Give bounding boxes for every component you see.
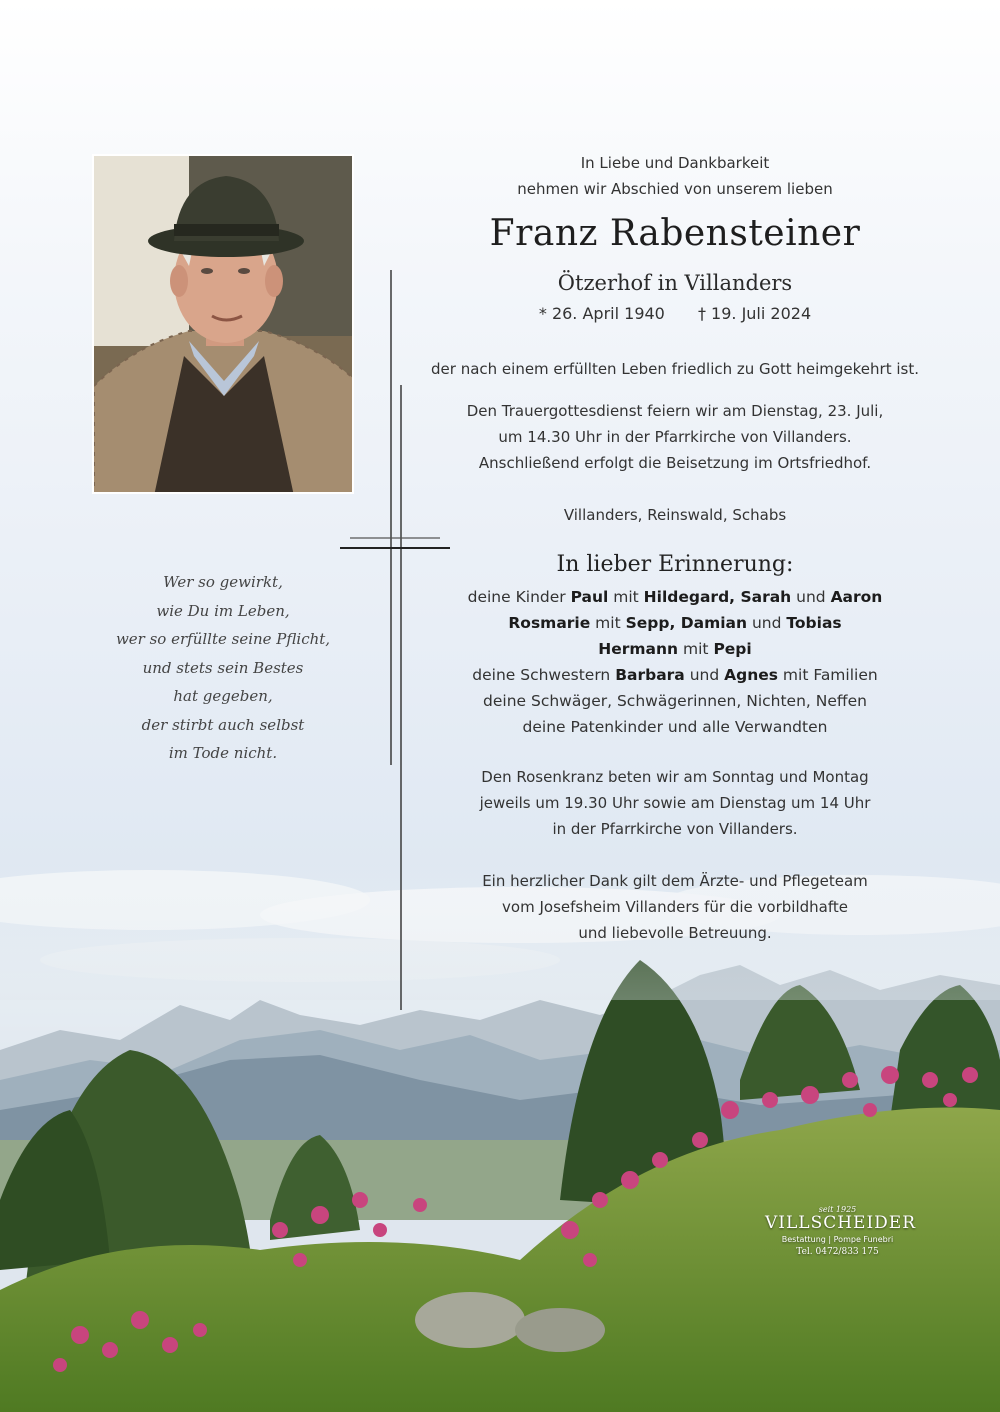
- thanks-line: vom Josefsheim Villanders für die vorbildhafte: [502, 898, 848, 916]
- message-text: [420, 356, 930, 382]
- funeral-line: um 14.30 Uhr in der Pfarrkirche von Villanders.: [498, 428, 852, 446]
- death-date: † 19. Juli 2024: [697, 304, 812, 323]
- farm-location: Ötzerhof in Villanders: [557, 271, 793, 295]
- birth-date: * 26. April 1940: [538, 304, 665, 323]
- family-line: Rosmarie mit Sepp, Damian und Tobias: [508, 614, 842, 632]
- logo-subtitle: Bestattung | Pompe Funebri: [781, 1235, 894, 1244]
- portrait-photo: [92, 154, 354, 494]
- thanks-line: Ein herzlicher Dank gilt dem Ärzte- und Pflegeteam: [482, 872, 868, 890]
- memorial-poem: [92, 568, 354, 768]
- places-text: [420, 502, 930, 528]
- logo-since: seit 1925: [818, 1205, 857, 1214]
- funeral-info: [420, 398, 930, 476]
- intro-line: nehmen wir Abschied von unserem lieben: [517, 180, 833, 198]
- family-line: deine Kinder Paul mit Hildegard, Sarah und Aaron: [467, 588, 883, 606]
- poem-line: im Tode nicht.: [168, 744, 278, 762]
- life-dates: [420, 304, 930, 323]
- funeral-line: Den Trauergottesdienst feiern wir am Dienstag, 23. Juli,: [466, 402, 884, 420]
- intro-text: [420, 150, 930, 202]
- rosary-info: [420, 764, 930, 842]
- family-line: deine Schwäger, Schwägerinnen, Nichten, Neffen: [483, 692, 867, 710]
- poem-line: hat gegeben,: [173, 687, 273, 705]
- message-line: der nach einem erfüllten Leben friedlich zu Gott heimgekehrt ist.: [431, 360, 919, 378]
- rosary-line: Den Rosenkranz beten wir am Sonntag und Montag: [481, 768, 869, 786]
- family-line: deine Patenkinder und alle Verwandten: [522, 718, 828, 736]
- deceased-name: Franz Rabensteiner: [489, 213, 861, 254]
- family-list: [420, 584, 930, 740]
- poem-line: und stets sein Bestes: [142, 658, 304, 677]
- thanks-text: [420, 868, 930, 946]
- poem-line: wer so erfüllte seine Pflicht,: [115, 630, 331, 648]
- poem-line: Wer so gewirkt,: [163, 573, 283, 591]
- logo-name: VILLSCHEIDER: [765, 1213, 917, 1233]
- family-line: deine Schwestern Barbara und Agnes mit Familien: [472, 666, 878, 684]
- thanks-line: und liebevolle Betreuung.: [578, 924, 772, 942]
- funeral-home-logo: [765, 1205, 917, 1257]
- memory-title: In lieber Erinnerung:: [556, 552, 794, 577]
- intro-line: In Liebe und Dankbarkeit: [580, 154, 770, 172]
- places-line: Villanders, Reinswald, Schabs: [563, 506, 787, 524]
- poem-line: der stirbt auch selbst: [141, 715, 305, 734]
- family-line: Hermann mit Pepi: [598, 640, 752, 658]
- funeral-line: Anschließend erfolgt die Beisetzung im Ortsfriedhof.: [478, 454, 872, 472]
- rosary-line: jeweils um 19.30 Uhr sowie am Dienstag um 14 Uhr: [479, 794, 871, 812]
- rosary-line: in der Pfarrkirche von Villanders.: [552, 820, 798, 838]
- logo-phone: Tel. 0472/833 175: [796, 1247, 879, 1257]
- poem-line: wie Du im Leben,: [156, 601, 290, 620]
